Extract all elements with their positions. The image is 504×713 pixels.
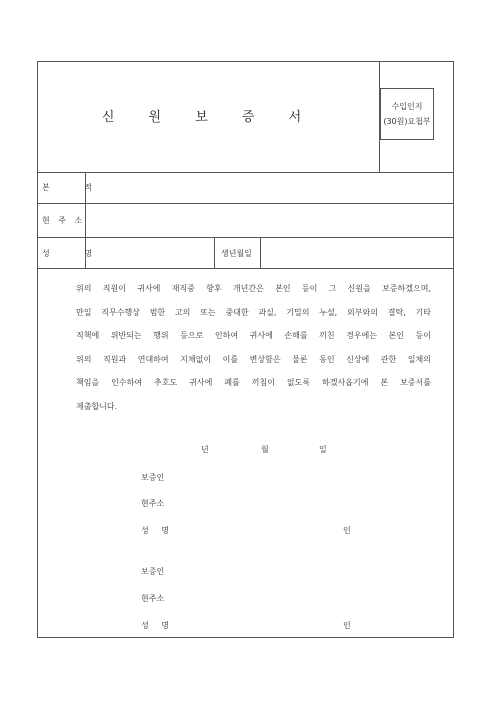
- statement-line: 책임을 인수하여 추호도 귀사에 폐를 끼침이 없도록 하겠사옵기에 본 보증서를: [76, 378, 431, 387]
- guarantee-form: [37, 61, 454, 638]
- birthdate-label: 생년월일: [221, 249, 252, 258]
- statement-line: 위의 직원이 귀사에 재직중 향후 개년간은 본인 등이 그 신원을 보증하겠으며,: [76, 284, 431, 293]
- address-label: 현 주 소: [42, 216, 86, 225]
- date-day: 일: [319, 445, 327, 454]
- stamp-line-1: 수입인지: [391, 102, 423, 111]
- date-month: 월: [261, 445, 269, 454]
- guarantor-2-name-label: 성 명: [141, 621, 174, 630]
- guarantor-2-label: 보증인: [141, 567, 165, 576]
- domicile-label: 본 적: [42, 183, 108, 192]
- birthdate-divider-left: [214, 237, 215, 268]
- statement-line: 직책에 위반되는 행위 등으로 인하여 귀사에 손해를 끼친 경우에는 본인 등이: [76, 331, 431, 340]
- guarantor-2-seal: 인: [343, 621, 351, 630]
- guarantor-2-address-label: 현주소: [141, 594, 165, 603]
- statement-line: 제출합니다.: [76, 401, 118, 411]
- statement-line: 만일 직무수행상 범한 고의 또는 중대한 과실, 기밀의 누설, 외부와의 결탁, 기타: [76, 307, 431, 317]
- form-title: 신 원 보 증 서: [101, 110, 317, 125]
- guarantor-1-address-label: 현주소: [141, 499, 165, 508]
- divider: [38, 268, 453, 269]
- guarantor-1-name-label: 성 명: [141, 526, 174, 535]
- name-label: 성 명: [42, 249, 108, 258]
- statement-line: 위의 직원과 연대하여 지체없이 이를 변상함은 물론 동인 신상에 관한 일체의: [76, 354, 431, 364]
- date-year: 년: [201, 445, 209, 454]
- guarantor-1-seal: 인: [343, 526, 351, 535]
- stamp-line-2: (30원)요첩부: [383, 117, 431, 126]
- divider: [38, 172, 453, 173]
- divider: [38, 203, 453, 204]
- divider: [38, 237, 453, 238]
- guarantor-1-label: 보증인: [141, 473, 165, 482]
- revenue-stamp-box: [380, 88, 434, 140]
- birthdate-divider-right: [260, 237, 261, 268]
- guarantee-statement: [76, 277, 431, 418]
